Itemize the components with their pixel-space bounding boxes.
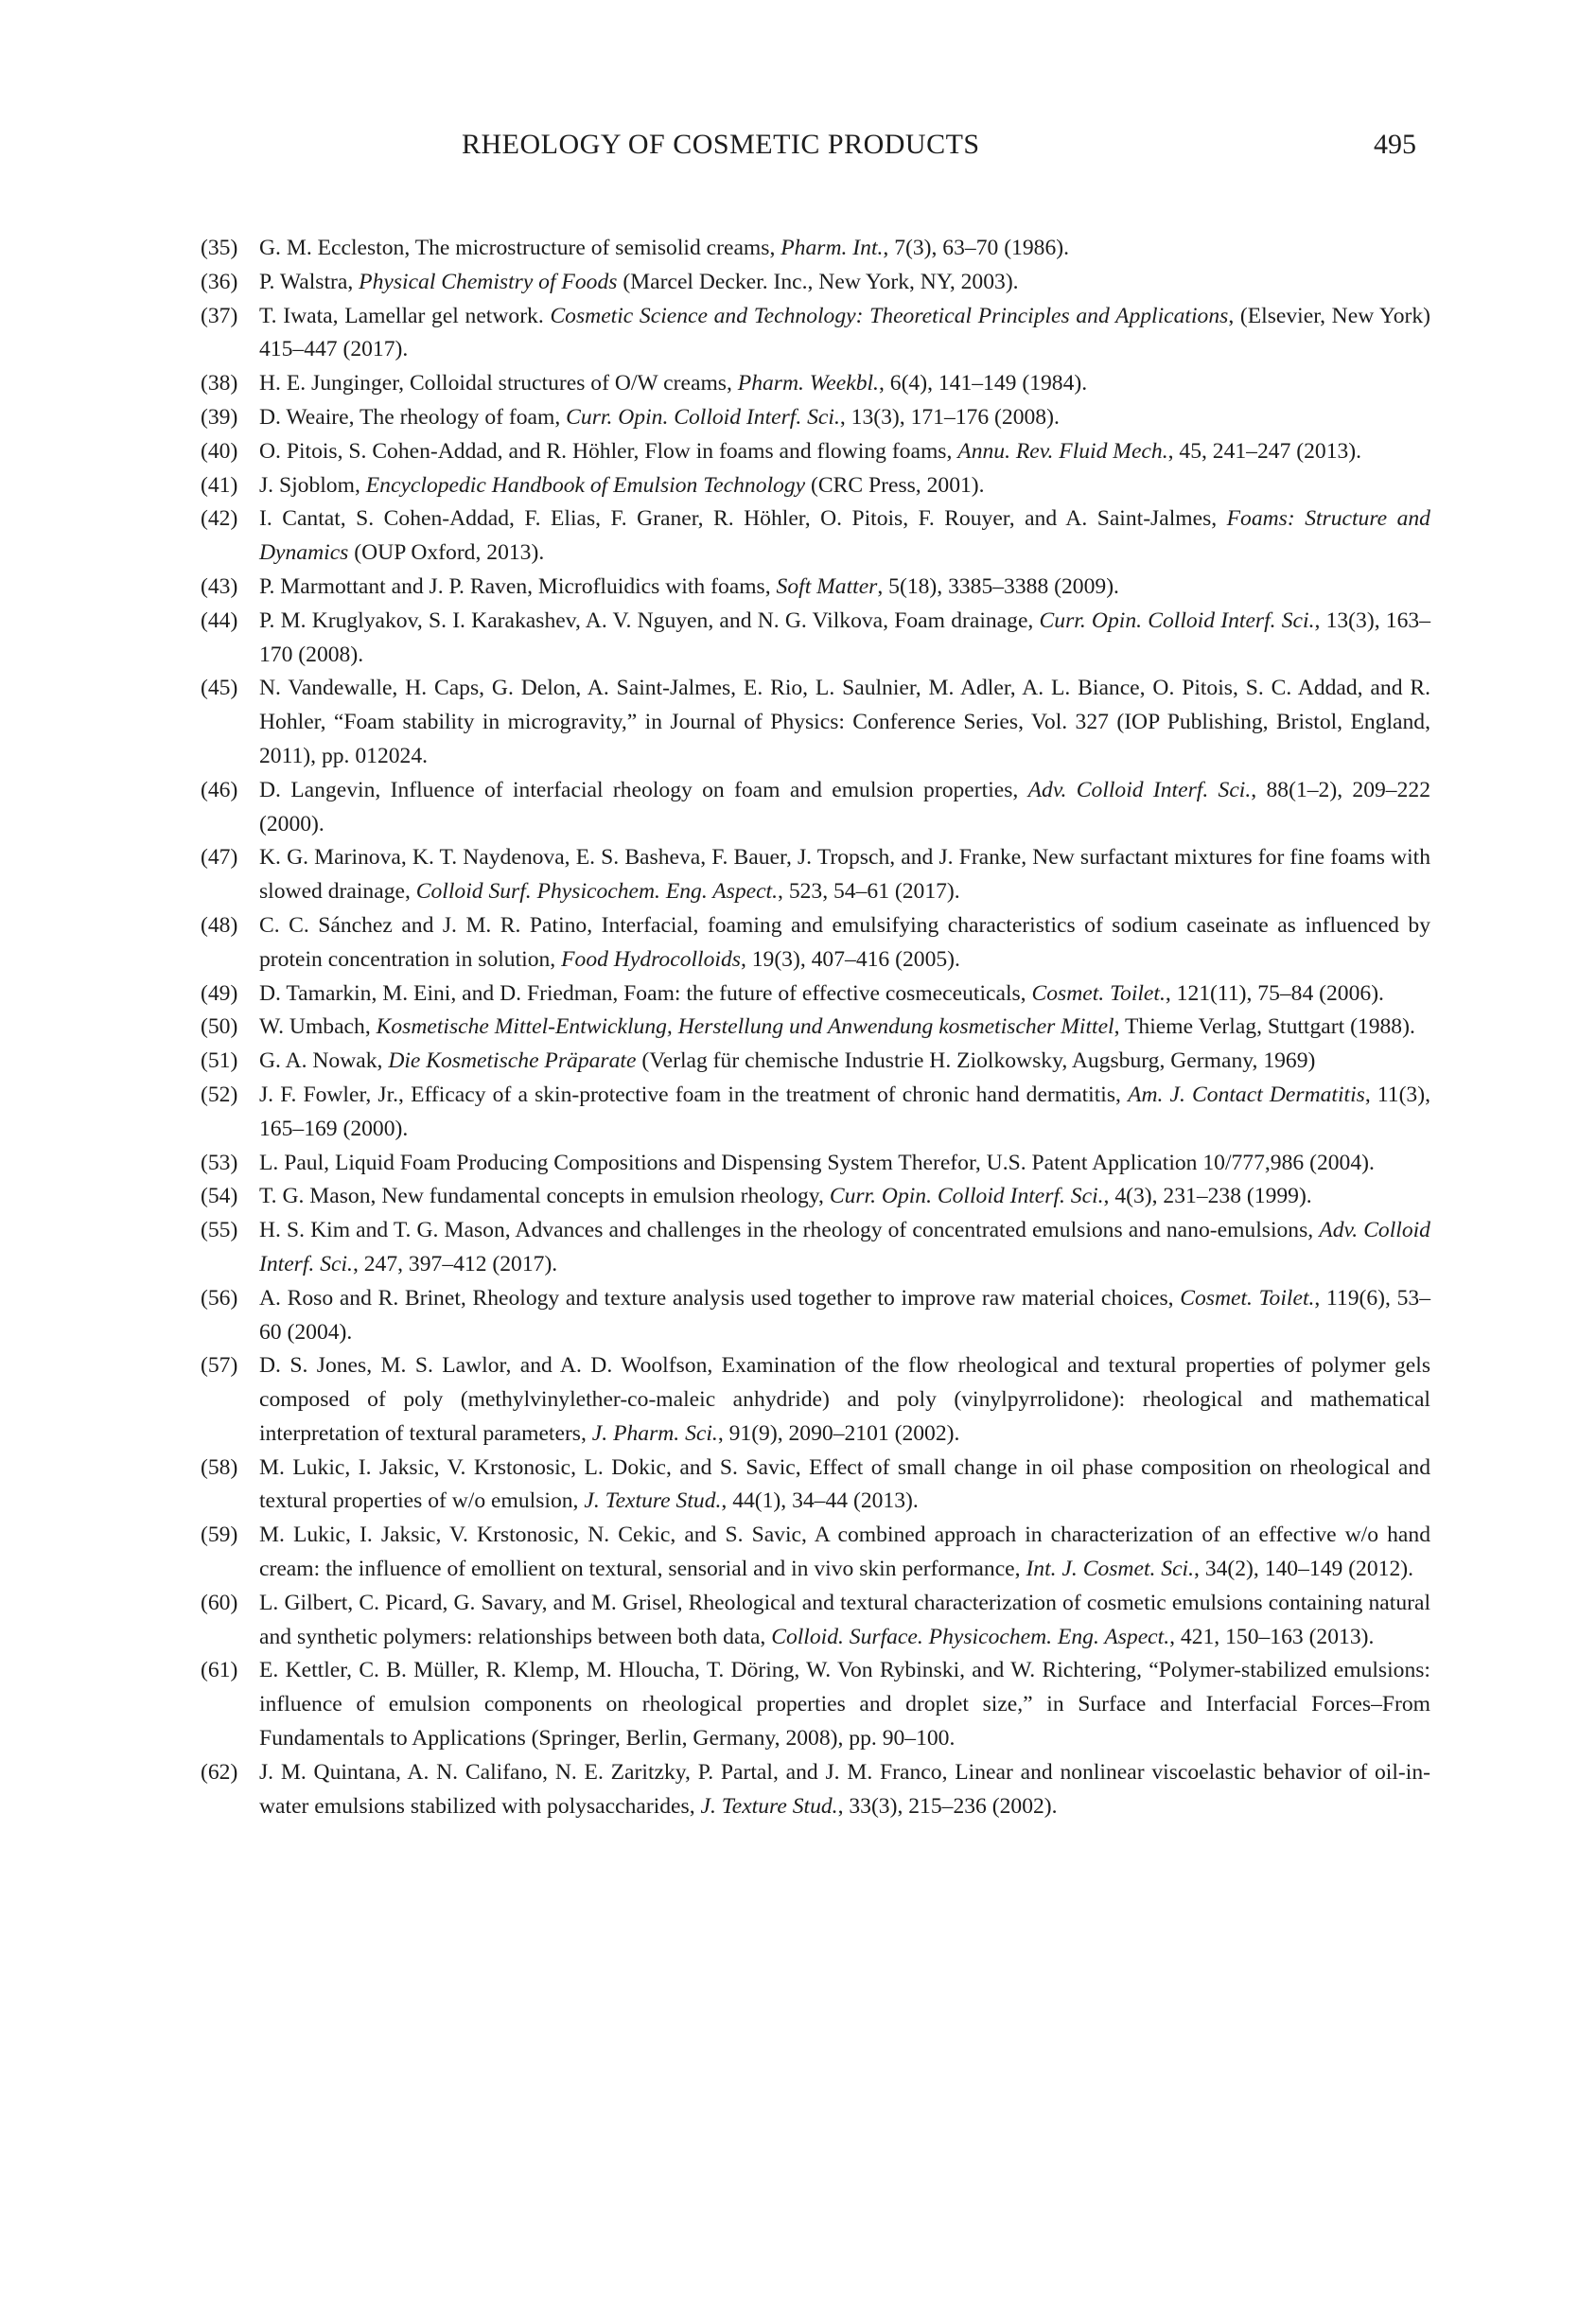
reference-text bbox=[259, 774, 1430, 842]
reference-item bbox=[201, 977, 1430, 1012]
reference-number: (55) bbox=[201, 1218, 238, 1243]
reference-item bbox=[201, 401, 1430, 435]
reference-text-part: , 5(18), 3385–3388 (2009). bbox=[877, 573, 1119, 599]
reference-text bbox=[259, 502, 1430, 571]
reference-text bbox=[259, 571, 1430, 605]
reference-text bbox=[259, 605, 1430, 673]
reference-text-part: J. M. Quintana, A. N. Califano, N. E. Zaritzky, P. Partal, and J. M. Franco, Linear and nonlinear viscoelastic behavior of oil-in-water emulsions stabilized with polysaccharides, bbox=[259, 1759, 1430, 1819]
reference-text bbox=[259, 401, 1430, 435]
reference-number: (51) bbox=[201, 1048, 238, 1074]
reference-item bbox=[201, 435, 1430, 469]
reference-item bbox=[201, 1756, 1430, 1824]
reference-title-italic: Food Hydrocolloids bbox=[561, 946, 741, 972]
reference-text-part: O. Pitois, S. Cohen-Addad, and R. Höhler, Flow in foams and flowing foams, bbox=[259, 438, 958, 464]
reference-item bbox=[201, 1282, 1430, 1350]
reference-text bbox=[259, 1349, 1430, 1451]
reference-item bbox=[201, 266, 1430, 300]
reference-item bbox=[201, 605, 1430, 673]
reference-number: (52) bbox=[201, 1082, 238, 1107]
reference-text-part: (OUP Oxford, 2013). bbox=[348, 540, 545, 566]
reference-item bbox=[201, 232, 1430, 266]
reference-text-part: T. G. Mason, New fundamental concepts in emulsion rheology, bbox=[259, 1184, 830, 1209]
reference-text-part: , 11(3), 165–169 (2000). bbox=[259, 1082, 1430, 1141]
reference-text-part: (Marcel Decker. Inc., New York, NY, 2003). bbox=[617, 269, 1019, 294]
reference-text-part: , 13(3), 171–176 (2008). bbox=[839, 404, 1060, 430]
reference-item bbox=[201, 1011, 1430, 1045]
reference-text-part: K. G. Marinova, K. T. Naydenova, E. S. Basheva, F. Bauer, J. Tropsch, and J. Franke, New surfactant mixtures for fine foams with slowed drainage, bbox=[259, 845, 1430, 905]
reference-text bbox=[259, 1452, 1430, 1520]
reference-text bbox=[259, 469, 1430, 503]
reference-number: (59) bbox=[201, 1523, 238, 1548]
reference-text-part: L. Paul, Liquid Foam Producing Compositions and Dispensing System Therefor, U.S. Patent Application 10/777,986 (2004). bbox=[259, 1150, 1375, 1175]
reference-title-italic: Kosmetische Mittel-Entwicklung, Herstellung und Anwendung kosmetischer Mittel bbox=[376, 1014, 1114, 1040]
reference-text-part: H. S. Kim and T. G. Mason, Advances and challenges in the rheology of concentrated emulsions and nano-emulsions, bbox=[259, 1218, 1320, 1243]
reference-title-italic: Pharm. Weekbl. bbox=[737, 371, 879, 396]
reference-text bbox=[259, 1654, 1430, 1755]
reference-text bbox=[259, 300, 1430, 368]
reference-item bbox=[201, 1519, 1430, 1587]
reference-text bbox=[259, 672, 1430, 773]
reference-title-italic: Pharm. Int. bbox=[780, 236, 884, 260]
reference-item bbox=[201, 774, 1430, 842]
reference-item bbox=[201, 841, 1430, 909]
reference-item bbox=[201, 1147, 1430, 1181]
running-head: RHEOLOGY OF COSMETIC PRODUCTS bbox=[462, 129, 980, 160]
reference-text-part: , 13(3), 163–170 (2008). bbox=[259, 607, 1430, 667]
reference-number: (35) bbox=[201, 236, 238, 260]
reference-text-part: M. Lukic, I. Jaksic, V. Krstonosic, L. Dokic, and S. Savic, Effect of small change in oil phase composition on rheological and textural properties of w/o emulsion, bbox=[259, 1454, 1430, 1514]
reference-text-part: L. Gilbert, C. Picard, G. Savary, and M. Grisel, Rheological and textural characterization of cosmetic emulsions containing natural and synthetic polymers: relationships between both data, bbox=[259, 1590, 1430, 1649]
reference-number: (62) bbox=[201, 1759, 238, 1785]
reference-title-italic: Curr. Opin. Colloid Interf. Sci. bbox=[566, 404, 840, 430]
reference-text-part: P. M. Kruglyakov, S. I. Karakashev, A. V. Nguyen, and N. G. Vilkova, Foam drainage, bbox=[259, 607, 1040, 633]
reference-title-italic: Adv. Colloid Interf. Sci. bbox=[1027, 777, 1252, 802]
reference-text-part: , 119(6), 53–60 (2004). bbox=[259, 1285, 1431, 1345]
reference-title-italic: Cosmet. Toilet. bbox=[1031, 980, 1166, 1006]
reference-item bbox=[201, 469, 1430, 503]
reference-number: (57) bbox=[201, 1353, 238, 1379]
reference-number: (41) bbox=[201, 472, 238, 498]
reference-text bbox=[259, 1214, 1430, 1282]
reference-text-part: , 88(1–2), 209–222 (2000). bbox=[259, 777, 1430, 836]
reference-item bbox=[201, 1079, 1430, 1147]
reference-item bbox=[201, 1349, 1430, 1451]
reference-text-part: I. Cantat, S. Cohen-Addad, F. Elias, F. Graner, R. Höhler, O. Pitois, F. Rouyer, and A. Saint-Jalmes, bbox=[259, 506, 1227, 532]
reference-title-italic: Int. J. Cosmet. Sci. bbox=[1026, 1557, 1195, 1582]
reference-text bbox=[259, 1045, 1430, 1079]
reference-title-italic: Colloid. Surface. Physicochem. Eng. Aspect. bbox=[771, 1624, 1170, 1649]
reference-text-part: P. Marmottant and J. P. Raven, Microfluidics with foams, bbox=[259, 573, 777, 599]
reference-text-part: D. Langevin, Influence of interfacial rheology on foam and emulsion properties, bbox=[259, 777, 1028, 802]
reference-item bbox=[201, 909, 1430, 977]
reference-item bbox=[201, 367, 1430, 401]
reference-text-part: , (Elsevier, New York) 415–447 (2017). bbox=[259, 303, 1431, 362]
reference-number: (44) bbox=[201, 607, 238, 633]
reference-text-part: H. E. Junginger, Colloidal structures of O/W creams, bbox=[259, 371, 738, 396]
reference-text-part: D. Weaire, The rheology of foam, bbox=[259, 404, 567, 430]
reference-text-part: (Verlag für chemische Industrie H. Ziolkowsky, Augsburg, Germany, 1969) bbox=[636, 1048, 1316, 1074]
reference-text-part: , 45, 241–247 (2013). bbox=[1167, 438, 1362, 464]
reference-text-part: , 19(3), 407–416 (2005). bbox=[740, 946, 960, 972]
reference-title-italic: Curr. Opin. Colloid Interf. Sci. bbox=[1039, 607, 1315, 633]
reference-item bbox=[201, 672, 1430, 773]
reference-number: (58) bbox=[201, 1454, 238, 1480]
reference-text-part: M. Lukic, I. Jaksic, V. Krstonosic, N. Cekic, and S. Savic, A combined approach in characterization of an effective w/o hand cream: the influence of emollient on textural, sensorial and in vivo skin performance, bbox=[259, 1523, 1430, 1582]
reference-title-italic: Die Kosmetische Präparate bbox=[388, 1048, 637, 1074]
reference-text-part: N. Vandewalle, H. Caps, G. Delon, A. Saint-Jalmes, E. Rio, L. Saulnier, M. Adler, A. L. Biance, O. Pitois, S. C. Addad, and R. Hohler, “Foam stability in microgravity,” in Journal of Physics: Conference Series, Vol. 327 (IOP Publishing, Bristol, England, 2011), pp. 012024. bbox=[259, 676, 1430, 768]
reference-text-part: , 121(11), 75–84 (2006). bbox=[1165, 980, 1384, 1006]
reference-text bbox=[259, 1011, 1430, 1045]
reference-text bbox=[259, 977, 1430, 1012]
reference-number: (50) bbox=[201, 1014, 238, 1040]
reference-text-part: J. F. Fowler, Jr., Efficacy of a skin-protective foam in the treatment of chronic hand dermatitis, bbox=[259, 1082, 1129, 1107]
reference-text bbox=[259, 909, 1430, 977]
reference-title-italic: Annu. Rev. Fluid Mech. bbox=[957, 438, 1168, 464]
reference-item bbox=[201, 1452, 1430, 1520]
reference-number: (49) bbox=[201, 980, 238, 1006]
reference-number: (37) bbox=[201, 303, 238, 328]
reference-item bbox=[201, 300, 1430, 368]
reference-text-part: D. S. Jones, M. S. Lawlor, and A. D. Woolfson, Examination of the flow rheological and textural properties of polymer gels composed of poly (methylvinylether-co-maleic anhydride) and poly (vinylpyrrolidone): rheological and mathematical interpretation of textural parameters, bbox=[259, 1353, 1430, 1446]
reference-text-part: D. Tamarkin, M. Eini, and D. Friedman, Foam: the future of effective cosmeceuticals, bbox=[259, 980, 1032, 1006]
page-number: 495 bbox=[1374, 129, 1416, 160]
reference-title-italic: Cosmetic Science and Technology: Theoretical Principles and Applications bbox=[550, 303, 1229, 328]
reference-number: (47) bbox=[201, 845, 238, 871]
reference-title-italic: Curr. Opin. Colloid Interf. Sci. bbox=[829, 1184, 1104, 1209]
reference-number: (45) bbox=[201, 676, 238, 701]
reference-item bbox=[201, 1180, 1430, 1214]
reference-item bbox=[201, 571, 1430, 605]
reference-text-part: , 523, 54–61 (2017). bbox=[778, 879, 960, 905]
reference-title-italic: J. Texture Stud. bbox=[700, 1793, 838, 1819]
reference-text-part: , 7(3), 63–70 (1986). bbox=[883, 236, 1069, 260]
reference-title-italic: J. Texture Stud. bbox=[584, 1488, 722, 1514]
reference-item bbox=[201, 1654, 1430, 1755]
reference-text-part: , 34(2), 140–149 (2012). bbox=[1194, 1557, 1413, 1582]
reference-number: (48) bbox=[201, 912, 238, 938]
reference-text-part: , 91(9), 2090–2101 (2002). bbox=[717, 1420, 960, 1446]
reference-number: (56) bbox=[201, 1285, 238, 1311]
reference-number: (53) bbox=[201, 1150, 238, 1175]
reference-text bbox=[259, 1587, 1430, 1655]
reference-number: (42) bbox=[201, 506, 238, 532]
reference-title-italic: Am. J. Contact Dermatitis bbox=[1128, 1082, 1365, 1107]
reference-text-part: A. Roso and R. Brinet, Rheology and texture analysis used together to improve raw material choices, bbox=[259, 1285, 1181, 1311]
reference-text-part: , 44(1), 34–44 (2013). bbox=[721, 1488, 919, 1514]
reference-item bbox=[201, 502, 1430, 571]
reference-title-italic: Cosmet. Toilet. bbox=[1180, 1285, 1315, 1311]
reference-text bbox=[259, 1147, 1430, 1181]
reference-text-part: E. Kettler, C. B. Müller, R. Klemp, M. Hloucha, T. Döring, W. Von Rybinski, and W. Richtering, “Polymer-stabilized emulsions: influence of emulsion components on rheological properties and droplet size,” in Surface and Interfacial Forces–From Fundamentals to Applications (Springer, Berlin, Germany, 2008), pp. 90–100. bbox=[259, 1658, 1430, 1752]
reference-text bbox=[259, 1282, 1430, 1350]
reference-number: (54) bbox=[201, 1184, 238, 1209]
reference-text-part: , 421, 150–163 (2013). bbox=[1169, 1624, 1375, 1649]
reference-text bbox=[259, 1079, 1430, 1147]
reference-text bbox=[259, 1756, 1430, 1824]
reference-number: (39) bbox=[201, 404, 238, 430]
reference-text bbox=[259, 1519, 1430, 1587]
reference-text-part: , 6(4), 141–149 (1984). bbox=[878, 371, 1088, 396]
reference-text-part: T. Iwata, Lamellar gel network. bbox=[259, 303, 551, 328]
reference-number: (46) bbox=[201, 777, 238, 802]
reference-text-part: G. A. Nowak, bbox=[259, 1048, 389, 1074]
reference-text bbox=[259, 232, 1430, 266]
reference-title-italic: Soft Matter bbox=[776, 573, 878, 599]
reference-text-part: , Thieme Verlag, Stuttgart (1988). bbox=[1114, 1014, 1415, 1040]
reference-text-part: (CRC Press, 2001). bbox=[805, 472, 985, 498]
reference-text-part: P. Walstra, bbox=[259, 269, 360, 294]
reference-number: (60) bbox=[201, 1590, 238, 1615]
reference-title-italic: Adv. Colloid Interf. Sci. bbox=[259, 1218, 1430, 1276]
reference-title-italic: Colloid Surf. Physicochem. Eng. Aspect. bbox=[415, 879, 779, 905]
reference-text bbox=[259, 367, 1430, 401]
reference-text-part: G. M. Eccleston, The microstructure of semisolid creams, bbox=[259, 236, 781, 260]
reference-title-italic: J. Pharm. Sci. bbox=[591, 1420, 718, 1446]
reference-text-part: C. C. Sánchez and J. M. R. Patino, Interfacial, foaming and emulsifying characteristics of sodium caseinate as influenced by protein concentration in solution, bbox=[259, 912, 1430, 972]
reference-title-italic: Foams: Structure and Dynamics bbox=[259, 506, 1430, 566]
reference-text-part: W. Umbach, bbox=[259, 1014, 377, 1040]
reference-number: (61) bbox=[201, 1658, 238, 1683]
reference-number: (36) bbox=[201, 269, 238, 294]
reference-item bbox=[201, 1214, 1430, 1282]
reference-title-italic: Encyclopedic Handbook of Emulsion Technology bbox=[365, 472, 806, 498]
reference-text bbox=[259, 1180, 1430, 1214]
reference-title-italic: Physical Chemistry of Foods bbox=[359, 269, 618, 294]
reference-text bbox=[259, 841, 1430, 909]
reference-number: (43) bbox=[201, 573, 238, 599]
reference-number: (40) bbox=[201, 438, 238, 464]
reference-item bbox=[201, 1587, 1430, 1655]
reference-text-part: , 247, 397–412 (2017). bbox=[352, 1251, 558, 1276]
reference-text-part: , 4(3), 231–238 (1999). bbox=[1103, 1184, 1312, 1209]
reference-text bbox=[259, 266, 1430, 300]
reference-number: (38) bbox=[201, 371, 238, 396]
reference-text-part: , 33(3), 215–236 (2002). bbox=[837, 1793, 1058, 1819]
reference-list bbox=[201, 232, 1430, 1823]
reference-item bbox=[201, 1045, 1430, 1079]
reference-text bbox=[259, 435, 1430, 469]
reference-text-part: J. Sjoblom, bbox=[259, 472, 366, 498]
